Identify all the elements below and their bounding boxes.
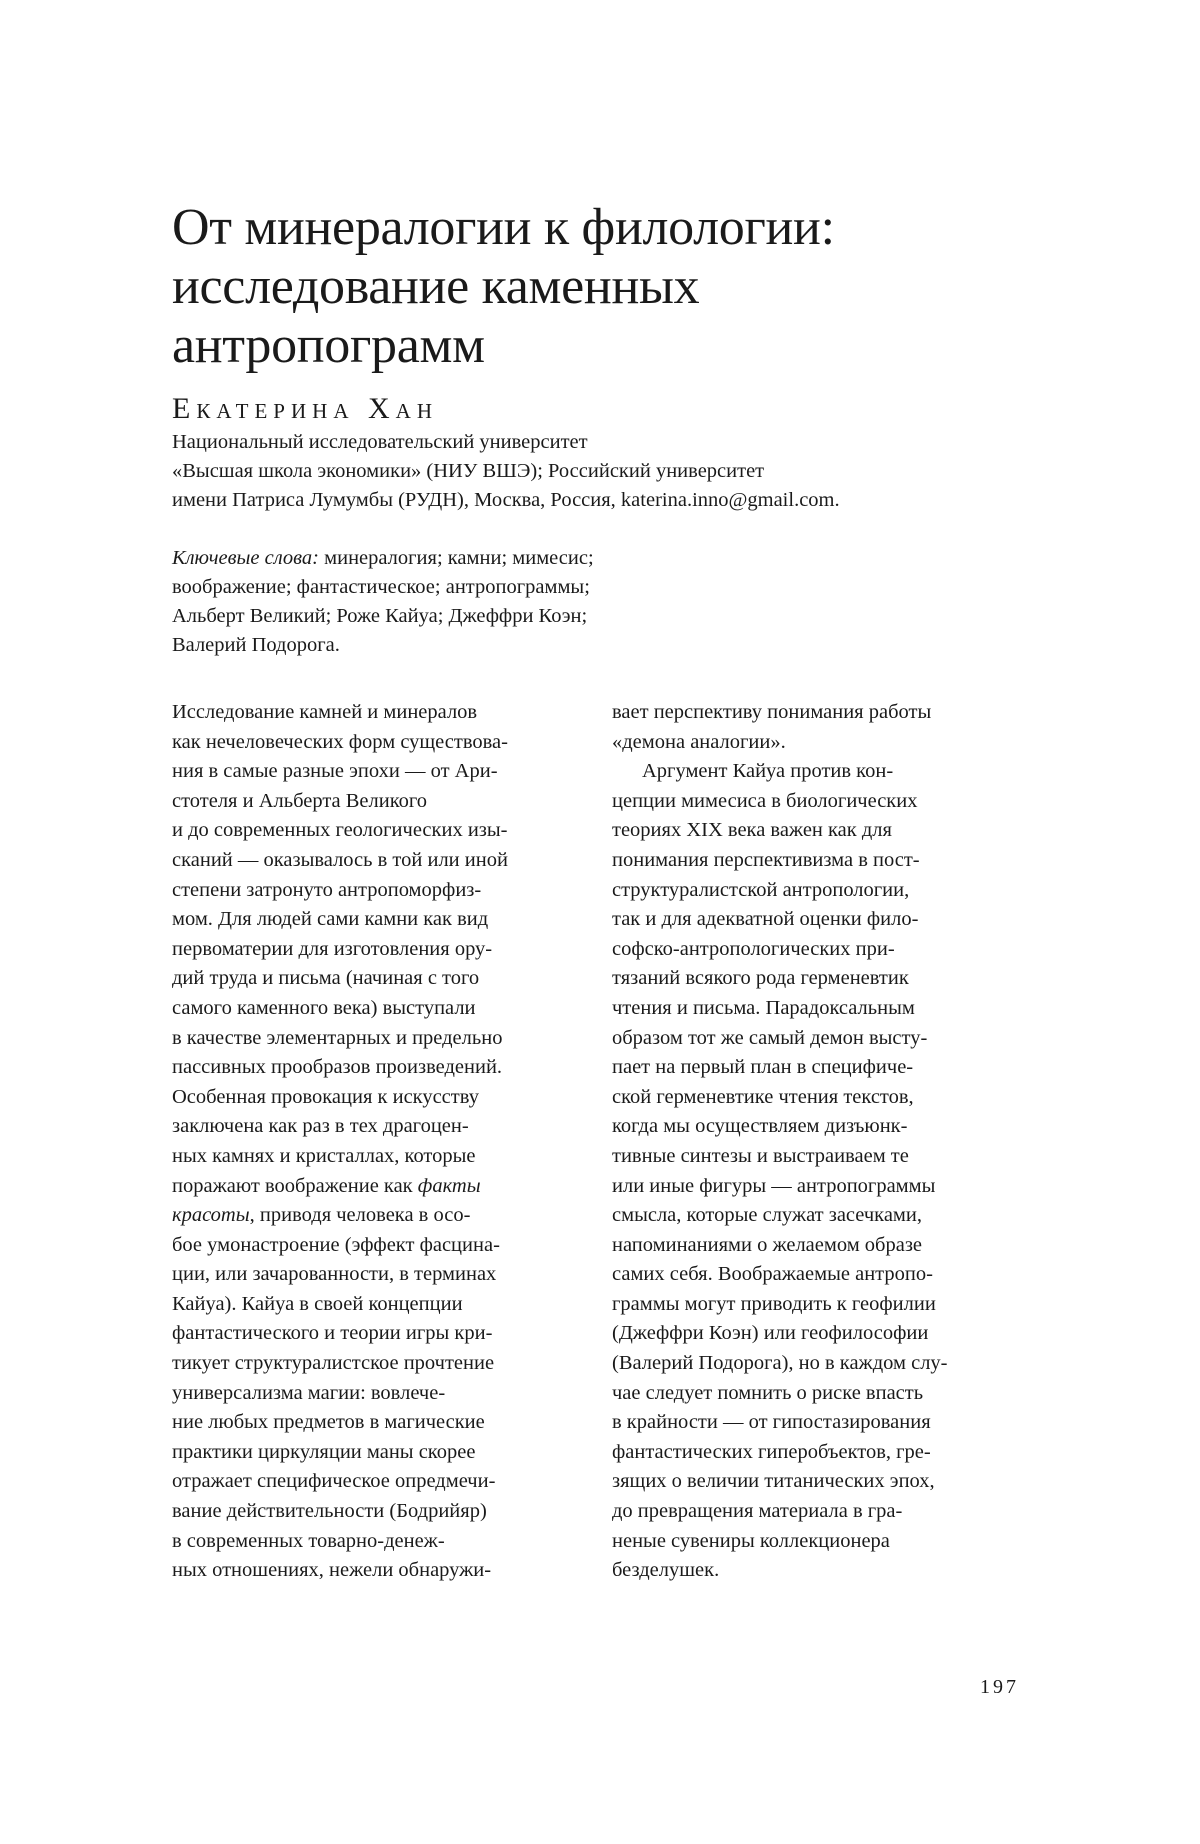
keywords-block bbox=[172, 544, 1072, 660]
text-line: вает перспективу понимания работы bbox=[612, 701, 932, 723]
text-line: тивные синтезы и выстраиваем те bbox=[612, 1144, 909, 1167]
author-name: Екатерина Хан bbox=[172, 392, 438, 425]
text-line: чтения и письма. Парадоксальным bbox=[612, 996, 915, 1019]
text-line: или иные фигуры — антропограммы bbox=[612, 1174, 936, 1197]
keywords-line: Валерий Подорога. bbox=[172, 634, 340, 656]
article-title bbox=[172, 198, 1032, 375]
text-line: напоминаниями о желаемом образе bbox=[612, 1233, 923, 1256]
text-line: чае следует помнить о риске впасть bbox=[612, 1381, 924, 1404]
text-line: в качестве элементарных и предельно bbox=[172, 1026, 503, 1049]
text-line: безделушек. bbox=[612, 1559, 720, 1582]
text-line: «демона аналогии». bbox=[612, 730, 786, 753]
text-line: бое умонастроение (эффект фасцина- bbox=[172, 1233, 500, 1256]
text-line: зящих о величии титанических эпох, bbox=[612, 1470, 935, 1493]
keywords-label: Ключевые слова: bbox=[172, 547, 319, 569]
text-line: мом. Для людей сами камни как вид bbox=[172, 908, 489, 931]
text-line: граммы могут приводить к геофилии bbox=[612, 1292, 936, 1315]
text-line: в крайности — от гипостазирования bbox=[612, 1411, 931, 1434]
text-line: Особенная провокация к искусству bbox=[172, 1085, 479, 1108]
emphasis-text: факты bbox=[417, 1174, 481, 1197]
text-line: структуралистской антропологии, bbox=[612, 878, 910, 901]
text-line: Кайуа). Кайуа в своей концепции bbox=[172, 1292, 463, 1315]
text-line: ние любых предметов в магические bbox=[172, 1411, 485, 1434]
text-line: (Джеффри Коэн) или геофилософии bbox=[612, 1322, 929, 1345]
title-line: От минералогии к филологии: bbox=[172, 199, 835, 256]
text-line bbox=[172, 1172, 592, 1202]
abstract-right-column bbox=[612, 698, 1032, 1586]
text-line: тязаний всякого рода герменевтик bbox=[612, 967, 909, 990]
text-line: самого каменного века) выступали bbox=[172, 996, 476, 1019]
text-line: ных камнях и кристаллах, которые bbox=[172, 1144, 476, 1167]
text-line: отражает специфическое опредмечи- bbox=[172, 1470, 496, 1493]
text-line: фантастических гиперобъектов, гре- bbox=[612, 1440, 931, 1463]
text-line: до превращения материала в гра- bbox=[612, 1500, 903, 1523]
text-line: степени затронуто антропоморфиз- bbox=[172, 878, 482, 901]
author-affiliation bbox=[172, 428, 1072, 515]
text-fragment: , приводя человека в осо- bbox=[249, 1204, 471, 1227]
text-line: стотеля и Альберта Великого bbox=[172, 789, 428, 812]
text-line: когда мы осуществляем дизъюнк- bbox=[612, 1115, 908, 1138]
text-line: практики циркуляции маны скорее bbox=[172, 1440, 476, 1463]
text-line: как нечеловеческих форм существова- bbox=[172, 730, 508, 753]
text-line: заключена как раз в тех драгоцен- bbox=[172, 1115, 469, 1138]
text-line: теориях XIX века важен как для bbox=[612, 819, 892, 842]
affiliation-line: «Высшая школа экономики» (НИУ ВШЭ); Российский университет bbox=[172, 460, 765, 482]
text-line: ции, или зачарованности, в терминах bbox=[172, 1263, 497, 1286]
page-number: 197 bbox=[980, 1676, 1019, 1698]
text-line: тикует структуралистское прочтение bbox=[172, 1352, 495, 1375]
abstract-left-column bbox=[172, 698, 592, 1586]
affiliation-line: Национальный исследовательский университет bbox=[172, 431, 588, 453]
text-line: неные сувениры коллекционера bbox=[612, 1529, 890, 1552]
text-line: понимания перспективизма в пост- bbox=[612, 848, 920, 871]
text-line: Исследование камней и минералов bbox=[172, 701, 478, 723]
text-line: так и для адекватной оценки фило- bbox=[612, 908, 919, 931]
title-line: исследование каменных bbox=[172, 258, 700, 315]
keywords-line: Альберт Великий; Роже Кайуа; Джеффри Коэн; bbox=[172, 605, 588, 627]
keywords-text: минералогия; камни; мимесис; bbox=[319, 547, 594, 569]
text-line: цепции мимесиса в биологических bbox=[612, 789, 918, 812]
text-line: вание действительности (Бодрийяр) bbox=[172, 1500, 487, 1523]
keywords-line: воображение; фантастическое; антропограммы; bbox=[172, 576, 590, 598]
text-line: универсализма магии: вовлече- bbox=[172, 1381, 446, 1404]
text-line: первоматерии для изготовления ору- bbox=[172, 937, 493, 960]
emphasis-text: красоты bbox=[172, 1204, 250, 1227]
text-line: дий труда и письма (начиная с того bbox=[172, 967, 480, 990]
text-line bbox=[172, 1201, 592, 1231]
text-line: пассивных прообразов произведений. bbox=[172, 1056, 503, 1079]
text-line: сканий — оказывалось в той или иной bbox=[172, 848, 508, 871]
text-line: самих себя. Воображаемые антропо- bbox=[612, 1263, 933, 1286]
text-line: и до современных геологических изы- bbox=[172, 819, 508, 842]
text-line: (Валерий Подорога), но в каждом слу- bbox=[612, 1352, 948, 1375]
text-line: фантастического и теории игры кри- bbox=[172, 1322, 493, 1345]
text-line: смысла, которые служат засечками, bbox=[612, 1204, 922, 1227]
paragraph-first-line: Аргумент Кайуа против кон- bbox=[642, 760, 894, 783]
text-line: ния в самые разные эпохи — от Ари- bbox=[172, 760, 498, 783]
title-line: антропограмм bbox=[172, 317, 485, 374]
keywords-line bbox=[172, 544, 1072, 573]
text-line: ных отношениях, нежели обнаружи- bbox=[172, 1559, 492, 1582]
text-line: пает на первый план в специфиче- bbox=[612, 1056, 914, 1079]
text-line: софско-антропологических при- bbox=[612, 937, 895, 960]
affiliation-line: имени Патриса Лумумбы (РУДН), Москва, Россия, katerina.inno@gmail.com. bbox=[172, 489, 840, 511]
text-fragment: поражают воображение как bbox=[172, 1174, 418, 1197]
text-line: ской герменевтике чтения текстов, bbox=[612, 1085, 914, 1108]
text-line: в современных товарно-денеж- bbox=[172, 1529, 445, 1552]
text-line: образом тот же самый демон высту- bbox=[612, 1026, 928, 1049]
